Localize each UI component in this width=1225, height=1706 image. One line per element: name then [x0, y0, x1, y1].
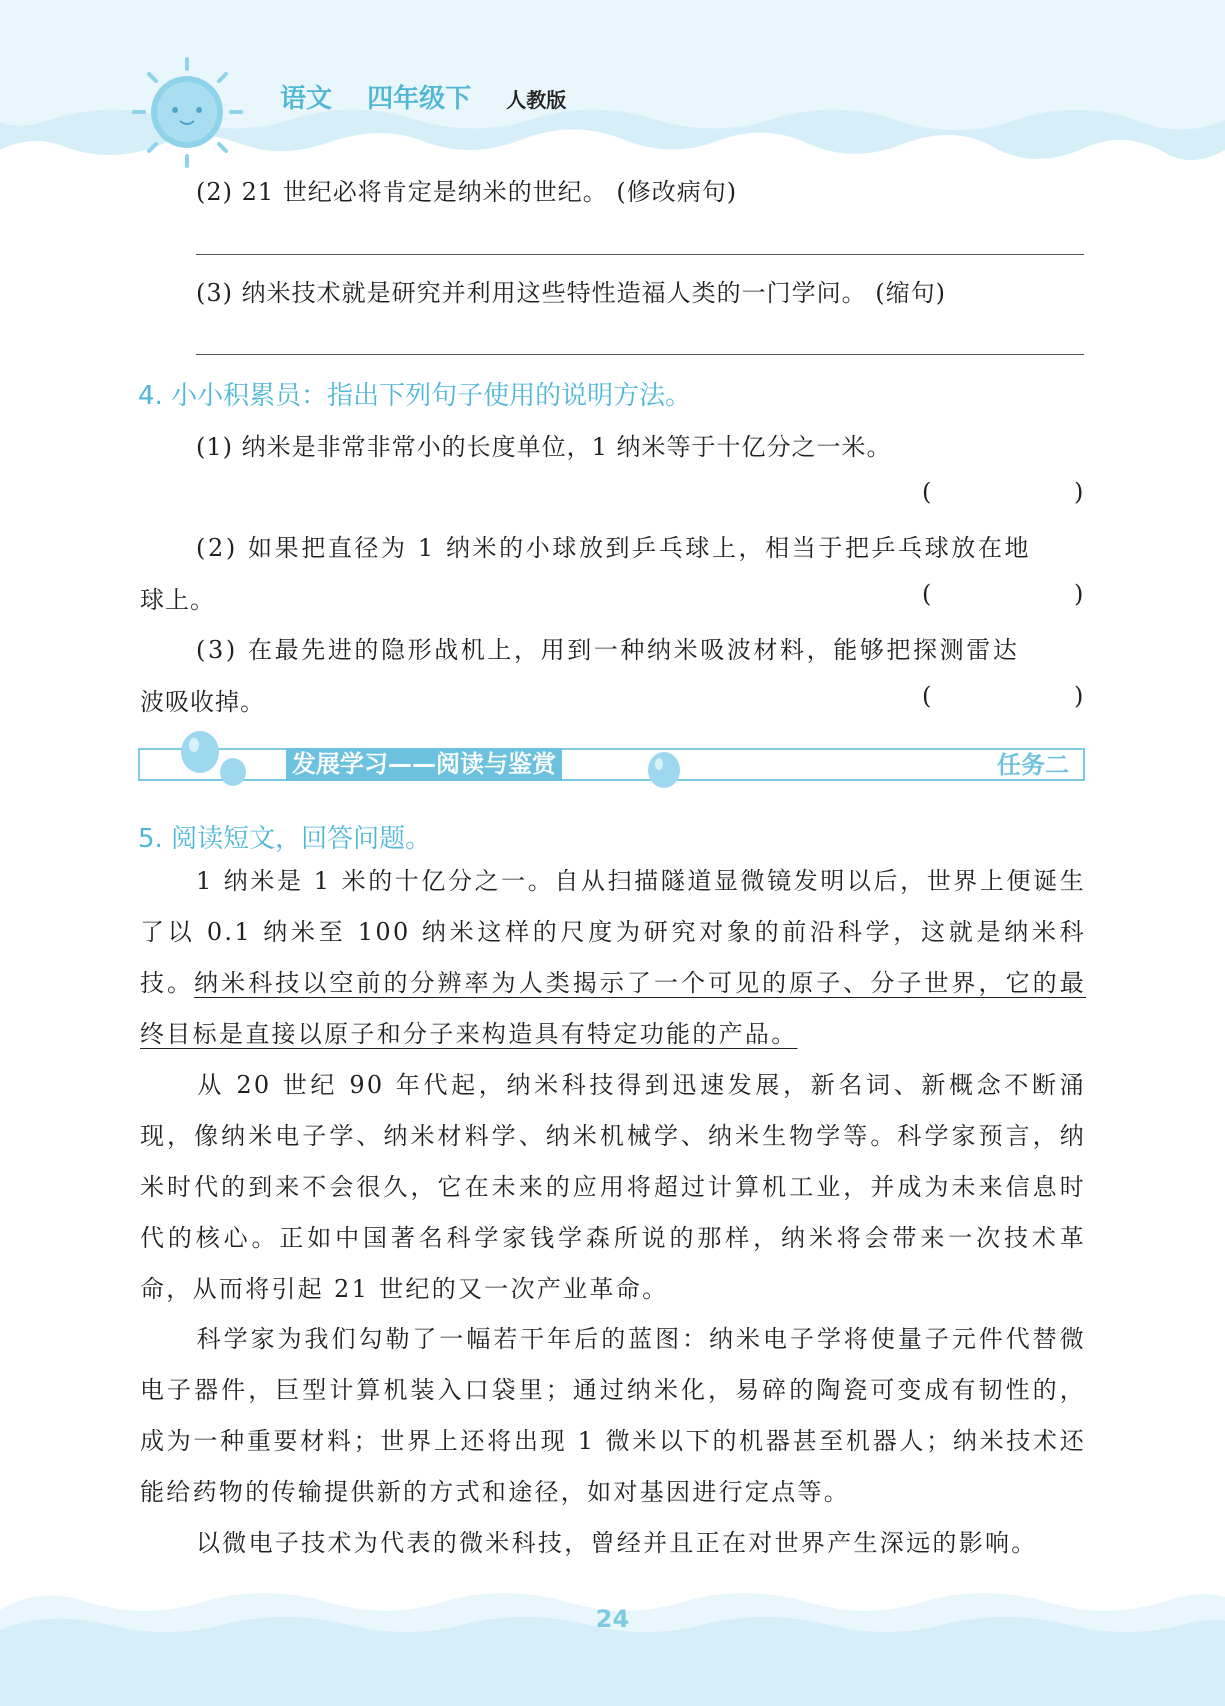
- answer-paren-close: ): [1074, 478, 1084, 506]
- q3-item3: (3) 纳米技术就是研究并利用这些特性造福人类的一门学问。 (缩句): [196, 279, 946, 307]
- q4-item3-line2: 波吸收掉。: [140, 688, 265, 716]
- header-title: [280, 78, 566, 115]
- passage-paragraph-1: [140, 856, 1086, 1060]
- sun-mascot-icon: [130, 55, 245, 170]
- subject-label: 语文: [280, 84, 333, 114]
- passage-paragraph-2: [140, 1060, 1086, 1315]
- p4-text: 以微电子技术为代表的微米科技，曾经并且正在对世界产生深远的影响。: [196, 1529, 1038, 1557]
- q4-item2-line2: 球上。: [140, 586, 215, 614]
- answer-line[interactable]: [196, 254, 1084, 255]
- q4-item1: (1) 纳米是非常非常小的长度单位，1 纳米等于十亿分之一米。: [196, 433, 892, 461]
- q4-item3-line1: (3) 在最先进的隐形战机上，用到一种纳米吸波材料，能够把探测雷达: [196, 636, 1020, 664]
- passage-paragraph-3: [140, 1314, 1086, 1518]
- q4-item2-line1: (2) 如果把直径为 1 纳米的小球放到乒乓球上，相当于把乒乓球放在地: [196, 534, 1032, 562]
- q4-title: 4. 小小积累员：指出下列句子使用的说明方法。: [138, 381, 692, 411]
- passage-paragraph-4: [140, 1518, 1086, 1569]
- answer-line[interactable]: [196, 354, 1084, 355]
- footer-wave-background: [0, 1585, 1225, 1706]
- grade-label: 四年级下: [367, 84, 472, 114]
- answer-paren-open: (: [922, 478, 932, 506]
- edition-label: 人教版: [506, 88, 567, 112]
- section-banner: [138, 748, 1085, 781]
- answer-paren-open: (: [922, 682, 932, 710]
- page-number: 24: [595, 1605, 630, 1633]
- answer-paren-close: ): [1074, 682, 1084, 710]
- balloon-icon: [644, 750, 684, 795]
- q3-item2: (2) 21 世纪必将肯定是纳米的世纪。 (修改病句): [196, 178, 738, 206]
- balloon-icon: [175, 730, 255, 790]
- p3-text: 科学家为我们勾勒了一幅若干年后的蓝图：纳米电子学将使量子元件代替微电子器件，巨型计算机装入口袋里；通过纳米化，易碎的陶瓷可变成有韧性的，成为一种重要材料；世界上还将出现 1 微米以下的机器甚至机器人；纳米技术还能给药物的传输提供新的方式和途径，如对基因进行定点等。: [140, 1325, 1086, 1506]
- p2-text: 从 20 世纪 90 年代起，纳米科技得到迅速发展，新名词、新概念不断涌现，像纳米电子学、纳米材料学、纳米机械学、纳米生物学等。科学家预言，纳米时代的到来不会很久，它在未来的应用将超过计算机工业，并成为未来信息时代的核心。正如中国著名科学家钱学森所说的那样，纳米将会带来一次技术革命，从而将引起 21 世纪的又一次产业革命。: [140, 1071, 1086, 1303]
- p1-underlined-text: 纳米科技以空前的分辨率为人类揭示了一个可见的原子、分子世界，它的最终目标是直接以原子和分子来构造具有特定功能的产品。: [140, 969, 1086, 1048]
- banner-title: 发展学习——阅读与鉴赏: [286, 748, 562, 781]
- answer-paren-close: ): [1074, 580, 1084, 608]
- banner-task: 任务二: [997, 751, 1069, 779]
- p1-text: 1 纳米是 1 米的十亿分之一。自从扫描隧道显微镜发明以后，世界上便诞生了以 0.1 纳米至 100 纳米这样的尺度为研究对象的前沿科学，这就是纳米科技。: [140, 867, 1086, 997]
- answer-paren-open: (: [922, 580, 932, 608]
- q5-title: 5. 阅读短文，回答问题。: [138, 824, 432, 854]
